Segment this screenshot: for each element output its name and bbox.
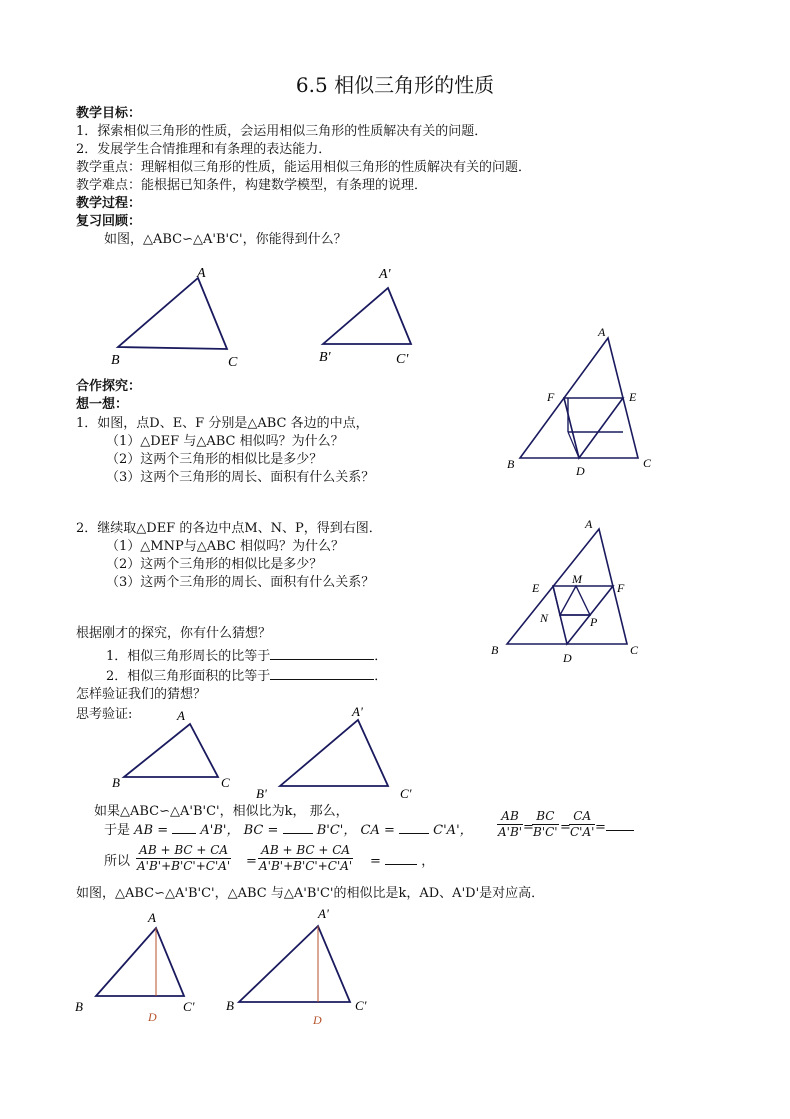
verify-label-a1: A'	[352, 704, 363, 719]
review-question: 如图，△ABC∽△A'B'C'，你能得到什么？	[104, 232, 347, 247]
verify-question: 怎样验证我们的猜想？	[76, 687, 207, 702]
fraction-ab: $\frac{AB}{A'B'}$	[498, 809, 523, 839]
if-line: 如果△ABC∽△A'B'C'，相似比为k， 那么，	[94, 804, 349, 819]
eq-1: =	[523, 820, 534, 835]
height1-label-d: D	[148, 1010, 157, 1024]
fraction-ca: $\frac{CA}{C'A'}$	[570, 809, 595, 839]
question-2a: （1）△MNP与△ABC 相似吗？为什么？	[106, 539, 344, 554]
nested-midpoint-triangle-figure	[488, 516, 658, 666]
eq-5-blank: = ，	[370, 854, 435, 869]
question-1: 1．如图，点D、E、F 分别是△ABC 各边的中点，	[76, 416, 369, 431]
fig2-label-n: N	[540, 611, 549, 625]
review-heading: 复习回顾：	[76, 214, 142, 229]
height2-label-b: B	[226, 998, 234, 1013]
eq-3-blank: =	[595, 819, 634, 837]
verify-triangle-a1b1c1	[254, 702, 424, 802]
height1-label-c: C'	[183, 999, 195, 1014]
fig2-label-b: B	[491, 643, 499, 657]
question-1a: （1）△DEF 与△ABC 相似吗？为什么？	[106, 434, 344, 449]
verify-label-b1: B'	[256, 786, 267, 801]
guess-1-period: ．	[374, 649, 388, 664]
difficult-point: 教学难点：能根据已知条件，构建数学模型，有条理的说理．	[76, 178, 428, 193]
coop-heading: 合作探究：	[76, 379, 142, 394]
eq-2: =	[560, 820, 571, 835]
verify-label-c1: C'	[400, 786, 412, 801]
goal-1: 1．探索相似三角形的性质，会运用相似三角形的性质解决有关的问题．	[76, 124, 488, 139]
label-b: B	[111, 353, 120, 368]
verify-heading: 思考验证:	[76, 707, 133, 722]
height1-label-a: A	[148, 910, 156, 925]
fraction-bc: $\frac{BC}{B'C'}$	[533, 809, 558, 839]
so-line	[104, 822, 473, 840]
page-title: 6.5 相似三角形的性质	[295, 73, 495, 97]
fig2-label-d: D	[563, 651, 572, 665]
guess-2	[106, 668, 387, 686]
question-2: 2．继续取△DEF 的各边中点M、N、P，得到右图．	[76, 521, 382, 536]
guess-2-period: ．	[374, 669, 388, 684]
so-prefix: 于是	[104, 823, 131, 838]
fig1-label-c: C	[643, 456, 652, 470]
verify-label-c: C	[221, 775, 230, 790]
fig2-label-c: C	[630, 643, 639, 657]
fig2-label-a: A	[585, 517, 593, 531]
guess-question: 根据刚才的探究，你有什么猜想？	[76, 626, 272, 641]
fraction-perimeter-2: $\frac{AB + BC + CA}{A'B'+B'C'+C'A'}$	[259, 843, 353, 873]
question-1c: （3）这两个三角形的周长、面积有什么关系？	[106, 470, 375, 485]
goal-2: 2．发展学生合情推理和有条理的表达能力．	[76, 142, 332, 157]
label-c1: C'	[396, 352, 409, 367]
height2-label-c1: C'	[355, 998, 367, 1013]
fig1-label-e: E	[629, 390, 637, 404]
label-c: C	[228, 355, 238, 370]
height2-label-a1: A'	[318, 906, 329, 921]
so-ca2: C'A'，	[433, 823, 473, 838]
fig2-label-f: F	[617, 581, 625, 595]
so-ab: AB =	[134, 823, 169, 838]
fig1-label-f: F	[547, 390, 555, 404]
fig1-label-b: B	[507, 457, 515, 471]
guess-2-text: 2．相似三角形面积的比等于	[106, 669, 271, 684]
height-triangle-abc	[72, 908, 212, 1023]
so-bc: BC =	[243, 823, 279, 838]
therefore-label: 所以	[104, 854, 131, 869]
label-b1: B'	[319, 350, 331, 365]
fig2-label-m: M	[572, 572, 582, 586]
key-point: 教学重点：理解相似三角形的性质，能运用相似三角形的性质解决有关的问题．	[76, 160, 532, 175]
goal-heading: 教学目标：	[76, 106, 142, 121]
fig1-label-d: D	[576, 464, 585, 478]
fraction-perimeter-1: $\frac{AB + BC + CA}{A'B'+B'C'+C'A'}$	[137, 843, 231, 873]
fig1-label-a: A	[598, 325, 606, 339]
so-bc2: B'C'，	[316, 823, 357, 838]
think-heading: 想一想：	[76, 397, 129, 412]
height1-label-b: B	[75, 999, 83, 1014]
last-line: 如图，△ABC∽△A'B'C'，△ABC 与△A'B'C'的相似比是k，AD、A'D'是对应高．	[76, 886, 545, 901]
so-ca: CA =	[360, 823, 395, 838]
fig2-label-e: E	[532, 581, 540, 595]
label-a: A	[197, 266, 206, 281]
verify-label-b: B	[112, 775, 120, 790]
guess-1-text: 1．相似三角形周长的比等于	[106, 649, 271, 664]
question-2c: （3）这两个三角形的周长、面积有什么关系？	[106, 575, 375, 590]
height-triangle-a1b1c1	[224, 904, 394, 1027]
question-2b: （2）这两个三角形的相似比是多少？	[106, 557, 323, 572]
process-heading: 教学过程：	[76, 196, 142, 211]
fig2-label-p: P	[590, 615, 598, 629]
eq-4: =	[246, 854, 257, 869]
label-a1: A'	[379, 267, 391, 282]
so-ab2: A'B'，	[200, 823, 240, 838]
verify-triangle-abc	[110, 706, 250, 791]
question-1b: （2）这两个三角形的相似比是多少？	[106, 452, 323, 467]
guess-1	[106, 648, 387, 666]
review-triangle-abc	[108, 262, 258, 370]
review-triangle-a1b1c1	[316, 264, 436, 367]
verify-label-a: A	[177, 708, 185, 723]
height2-label-d: D	[313, 1013, 322, 1027]
midpoint-triangle-figure	[502, 322, 672, 478]
